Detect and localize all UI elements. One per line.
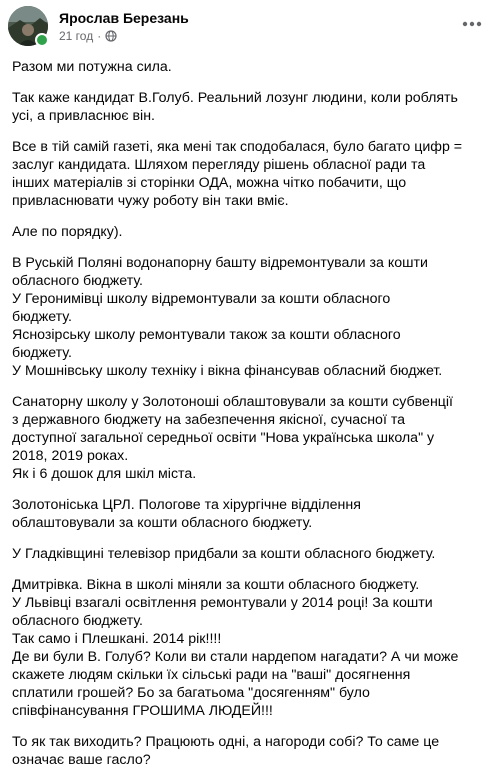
post-text-line: У Гладківщині телевізор придбали за кошти обласного бюджету. <box>12 546 436 562</box>
post-text-line: Яснозірську школу ремонтували також за кошти обласного <box>12 327 401 343</box>
post-text-line: бюджету. <box>12 345 72 361</box>
post-paragraph <box>12 576 486 720</box>
post-timestamp[interactable]: 21 год <box>59 29 94 43</box>
post-text-line: У Львівці взагалі освітлення ремонтували у 2014 році! За кошти <box>12 595 433 611</box>
post-time-row <box>59 28 189 44</box>
post-text-line: усі, а привласнює він. <box>12 108 155 124</box>
post-text-line: заслуг кандидата. Шляхом перегляду рішень обласної ради та <box>12 157 426 173</box>
post-text-line: доступної загальної середньої освіти "Нова українська школа" у <box>12 430 435 446</box>
post-paragraph <box>12 733 486 769</box>
post-paragraph <box>12 545 486 563</box>
post-text-line: облаштовували за кошти обласного бюджету. <box>12 515 313 531</box>
post-text-line: Разом ми потужна сила. <box>12 59 172 75</box>
post-text-line: з державного бюджету на забезпечення якісної, сучасної та <box>12 412 406 428</box>
post-text-line: скажете людям скільки їх сільські ради на "ваші" досягнення <box>12 667 411 683</box>
post-text-line: Де ви були В. Голуб? Коли ви стали нардепом нагадати? А чи може <box>12 649 459 665</box>
post-text-line: сплатили грошей? Бо за багатьома "досягенням" було <box>12 685 370 701</box>
post-body-text <box>12 58 486 769</box>
post-paragraph <box>12 58 486 76</box>
more-options-button[interactable] <box>456 8 488 40</box>
avatar-container[interactable] <box>8 6 48 46</box>
more-horizontal-icon <box>462 21 482 27</box>
post-meta <box>59 6 189 44</box>
post-paragraph <box>12 223 486 241</box>
post-text-line: означає ваше гасло? <box>12 752 151 768</box>
post-text-line: У Мошнівську школу техніку і вікна фінансував обласний бюджет. <box>12 363 443 379</box>
post-text-line: Але по порядку). <box>12 224 123 240</box>
post-text-line: 2018, 2019 роках. <box>12 448 129 464</box>
post-text-line: То як так виходить? Працюють одні, а нагороди собі? То саме це <box>12 734 440 750</box>
post-paragraph <box>12 89 486 125</box>
post-header <box>8 6 189 46</box>
post-paragraph <box>12 496 486 532</box>
meta-separator: · <box>97 29 102 43</box>
post-text-line: У Геронимівці школу відремонтували за кошти обласного <box>12 291 391 307</box>
post-paragraph <box>12 254 486 380</box>
author-name[interactable]: Ярослав Березань <box>59 10 189 26</box>
post-text-line: Як і 6 дошок для шкіл міста. <box>12 466 197 482</box>
post-text-line: Все в тій самій газеті, яка мені так сподобалася, було багато цифр = <box>12 139 463 155</box>
post-text-line: обласного бюджету. <box>12 273 143 289</box>
post-text-line: Так каже кандидат В.Голуб. Реальний лозунг людини, коли роблять <box>12 90 458 106</box>
post-text-line: Золотоніська ЦРЛ. Пологове та хірургічне відділення <box>12 497 361 513</box>
post-text-line: В Руській Поляні водонапорну башту відремонтували за кошти <box>12 255 428 271</box>
post-text-line: обласного бюджету. <box>12 613 143 629</box>
post-paragraph <box>12 138 486 210</box>
post-text-line: співфінансування ГРОШИМА ЛЮДЕЙ!!! <box>12 703 273 719</box>
post-paragraph <box>12 393 486 483</box>
post-text-line: Санаторну школу у Золотоноші облаштовували за кошти субвенції <box>12 394 453 410</box>
online-status-indicator <box>35 33 49 47</box>
post-text-line: інших матеріалів зі сторінки ОДА, можна чітко побачити, що <box>12 175 407 191</box>
post-text-line: бюджету. <box>12 309 72 325</box>
globe-icon[interactable] <box>105 30 117 42</box>
post-text-line: Дмитрівка. Вікна в школі міняли за кошти обласного бюджету. <box>12 577 420 593</box>
post-text-line: привласнювати чужу роботу він таки вміє. <box>12 193 289 209</box>
post-text-line: Так само і Плешкані. 2014 рік!!!! <box>12 631 222 647</box>
